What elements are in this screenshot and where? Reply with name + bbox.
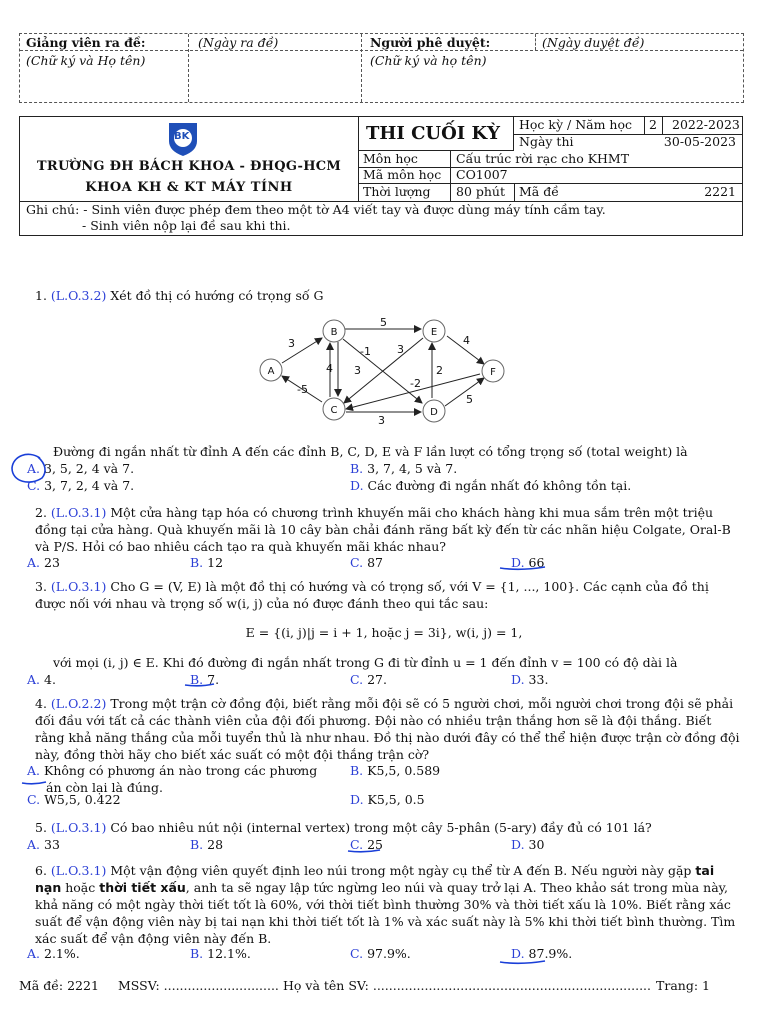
question-text: Cho G = (V, E) là một đồ thị có hướng và có trọng số, với V = {1, ..., 100}. Các cạnh của đồ thị được nối với nhau và trọng số w(i, j) của nó được đánh theo qui tắc sau:: [35, 579, 709, 611]
question-1-stem: Đường đi ngắn nhất từ đỉnh A đến các đỉnh B, C, D, E và F lần lượt có tổng trọng số (total weight) là: [53, 444, 688, 459]
q4-option-d[interactable]: D. K5,5, 0.5: [350, 792, 425, 807]
approver-date: (Ngày duyệt đề): [542, 35, 645, 50]
q5-option-d[interactable]: D. 30: [511, 837, 545, 852]
q2-option-d[interactable]: D. 66: [511, 555, 545, 570]
question-2: 2. (L.O.3.1) Một cửa hàng tạp hóa có chương trình khuyến mãi cho khách hàng khi mua sắm trên một triệu đồng tại cửa hàng. Quà khuyến mãi là 10 cây bàn chải đánh răng bất kỳ đến từ các nhãn hiệu Colgate, Oral-B và P/S. Hỏi có bao nhiêu cách tạo ra quà khuyến mãi khác nhau?: [35, 505, 731, 554]
weight-a-b: 3: [288, 337, 295, 350]
q1-option-d[interactable]: D. Các đường đi ngắn nhất đó không tồn tại.: [350, 478, 632, 493]
weight-f-c: -2: [410, 377, 421, 390]
q3-option-d[interactable]: D. 33.: [511, 672, 549, 687]
node-a: A: [267, 366, 275, 377]
q1-option-a[interactable]: A. 3, 5, 2, 4 và 7.: [27, 461, 135, 476]
footer-page: Trang: 1: [656, 978, 710, 993]
note-line-2: - Sinh viên nộp lại đề sau khi thi.: [82, 218, 291, 233]
logo: [166, 121, 200, 157]
lecturer-date: (Ngày ra đề): [198, 35, 279, 50]
approver-sign: (Chữ ký và họ tên): [370, 53, 487, 68]
q3-option-c[interactable]: C. 27.: [350, 672, 387, 687]
question-1: [35, 287, 743, 304]
q6-option-b[interactable]: B. 12.1%.: [190, 946, 251, 961]
weight-c-a: -5: [297, 383, 308, 396]
q6-option-a[interactable]: A. 2.1%.: [27, 946, 80, 961]
q3-option-a[interactable]: A. 4.: [27, 672, 56, 687]
node-f: F: [490, 367, 496, 378]
question-3-stem: với mọi (i, j) ∈ E. Khi đó đường đi ngắn nhất trong G đi từ đỉnh u = 1 đến đỉnh v = 100 có độ dài là: [53, 655, 678, 670]
exam-code-label: Mã đề: [519, 184, 559, 199]
code-value: CO1007: [456, 167, 508, 182]
answer-underline-q4: [22, 782, 46, 784]
faculty-name: KHOA KH & KT MÁY TÍNH: [85, 180, 293, 195]
q4-option-b[interactable]: B. K5,5, 0.589: [350, 763, 441, 778]
weight-d-f: 5: [466, 393, 473, 406]
q6-option-d[interactable]: D. 87.9%.: [511, 946, 573, 961]
formula: E = {(i, j)|j = i + 1, hoặc j = 3i}, w(i, j) = 1,: [245, 625, 523, 640]
q4-option-a-cont: án còn lại là đúng.: [46, 780, 163, 795]
footer-exam-code: Mã đề: 2221: [19, 978, 99, 993]
weight-d-e: 2: [436, 364, 443, 377]
exam-header: [19, 116, 743, 236]
weight-b-d: 3: [397, 343, 404, 356]
node-d: D: [430, 407, 438, 418]
exam-code-value: 2221: [704, 184, 736, 199]
question-3: 3. (L.O.3.1) Cho G = (V, E) là một đồ thị có hướng và có trọng số, với V = {1, ..., 100}. Các cạnh của đồ thị được nối với nhau và trọng số w(i, j) của nó được đánh theo qui tắc sau:: [35, 579, 709, 611]
q4-option-c[interactable]: C. W5,5, 0.422: [27, 792, 121, 807]
q4-option-a[interactable]: A. Không có phương án nào trong các phương: [27, 763, 318, 778]
date-label: Ngày thi: [519, 134, 574, 149]
q3-option-b[interactable]: B. 7.: [190, 672, 220, 687]
school-name: TRƯỜNG ĐH BÁCH KHOA - ĐHQG-HCM: [36, 159, 342, 174]
duration-value: 80 phút: [456, 184, 506, 199]
year-value: 2022-2023: [672, 117, 740, 132]
question-text: Một cửa hàng tạp hóa có chương trình khuyến mãi cho khách hàng khi mua sắm trên một triệu đồng tại cửa hàng. Quà khuyến mãi là 10 cây bàn chải đánh răng bất kỳ đến từ các nhãn hiệu Colgate, Oral-B và P/S. Hỏi có bao nhiêu cách tạo ra quà khuyến mãi khác nhau?: [35, 505, 731, 554]
signature-box: [19, 33, 744, 103]
lecturer-label: Giảng viên ra đề:: [26, 35, 146, 50]
node-e: E: [430, 327, 438, 338]
question-4: 4. (L.O.2.2) Trong một trận cờ đồng đội, biết rằng mỗi đội sẽ có 5 người chơi, mỗi người chơi trong đội sẽ phải đối đầu với tất cả các thành viên của đội đối phương. Đội nào có nhiều trận thắng hơn sẽ là đội thắng. Biết rằng khả năng thắng của mỗi tuyển thủ là như nhau. Đồ thị nào dưới đây có thể thể hiện được trận cờ đồng đội này, đồng thời hãy cho biết xác suất có một đội thắng trận cờ?: [35, 696, 740, 762]
footer-student-name: Họ và tên SV: ......................................................................: [283, 978, 651, 993]
q2-option-b[interactable]: B. 12: [190, 555, 224, 570]
weight-c-d: 3: [378, 414, 385, 424]
weight-e-f: 4: [463, 334, 470, 347]
q1-option-c[interactable]: C. 3, 7, 2, 4 và 7.: [27, 478, 135, 493]
footer-student-id: MSSV: .............................: [118, 978, 279, 993]
subject-label: Môn học: [363, 151, 418, 166]
q2-option-c[interactable]: C. 87: [350, 555, 383, 570]
q5-option-c[interactable]: C. 25: [350, 837, 383, 852]
lecturer-sign: (Chữ ký và Họ tên): [26, 53, 146, 68]
approver-label: Người phê duyệt:: [370, 35, 491, 50]
question-text: Trong một trận cờ đồng đội, biết rằng mỗi đội sẽ có 5 người chơi, mỗi người chơi trong đội sẽ phải đối đầu với tất cả các thành viên của đội đối phương. Đội nào có nhiều trận thắng hơn sẽ là đội thắng. Biết rằng khả năng thắng của mỗi tuyển thủ là như nhau. Đồ thị nào dưới đây có thể thể hiện được trận cờ đồng đội này, đồng thời hãy cho biết xác suất có một đội thắng trận cờ?: [35, 696, 740, 762]
note-line-1: Ghi chú: - Sinh viên được phép đem theo một tờ A4 viết tay và được dùng máy tính cầm tay.: [26, 202, 606, 217]
weight-c-b: -1: [360, 345, 371, 358]
question-text: Có bao nhiêu nút nội (internal vertex) trong một cây 5-phân (5-ary) đầy đủ có 101 lá?: [110, 820, 652, 835]
edge-d-f: [445, 378, 484, 406]
subject-value: Cấu trúc rời rạc cho KHMT: [456, 151, 630, 166]
semester-label: Học kỳ / Năm học: [519, 117, 632, 132]
date-value: 30-05-2023: [663, 134, 736, 149]
q1-option-b[interactable]: B. 3, 7, 4, 5 và 7.: [350, 461, 458, 476]
q6-option-c[interactable]: C. 97.9%.: [350, 946, 411, 961]
node-c: C: [330, 405, 338, 416]
question-5: 5. (L.O.3.1) Có bao nhiêu nút nội (internal vertex) trong một cây 5-phân (5-ary) đầy đủ có 101 lá?: [35, 820, 652, 835]
weight-b-e: 5: [380, 316, 387, 329]
q2-option-a[interactable]: A. 23: [27, 555, 60, 570]
q5-option-b[interactable]: B. 28: [190, 837, 224, 852]
exam-title: THI CUỐI KỲ: [358, 117, 514, 151]
weight-b-c: 4: [326, 362, 333, 375]
question-6: 6. (L.O.3.1) Một vận động viên quyết định leo núi trong một ngày cụ thể từ A đến B. Nếu người này gặp tai nạn hoặc thời tiết xấu, anh ta sẽ ngay lập tức ngừng leo núi và quay trở lại A. Theo khảo sát trong mùa này, khả năng có một ngày thời tiết tốt là 60%, với thời tiết bình thường 30% và thời tiết xấu là 10%. Biết rằng xác suất để vận động viên này bị tai nạn khi thời tiết tốt là 1% và xác suất này là 5% khi thời tiết bình thường. Tìm xác suất để vận động viên này đến B.: [35, 863, 736, 946]
duration-label: Thời lượng: [363, 184, 431, 199]
logo-text: BK: [174, 131, 190, 142]
question-text: Xét đồ thị có hướng có trọng số G: [110, 288, 324, 303]
node-b: B: [330, 327, 338, 338]
weight-e-c: 3: [354, 364, 361, 377]
q5-option-a[interactable]: A. 33: [27, 837, 60, 852]
learning-outcome: (L.O.3.2): [50, 288, 107, 303]
question-number: 1.: [35, 288, 47, 303]
code-label: Mã môn học: [363, 167, 442, 182]
semester-value: 2: [649, 117, 657, 132]
answer-underline-q6: [500, 961, 545, 963]
weighted-digraph: [250, 312, 520, 424]
